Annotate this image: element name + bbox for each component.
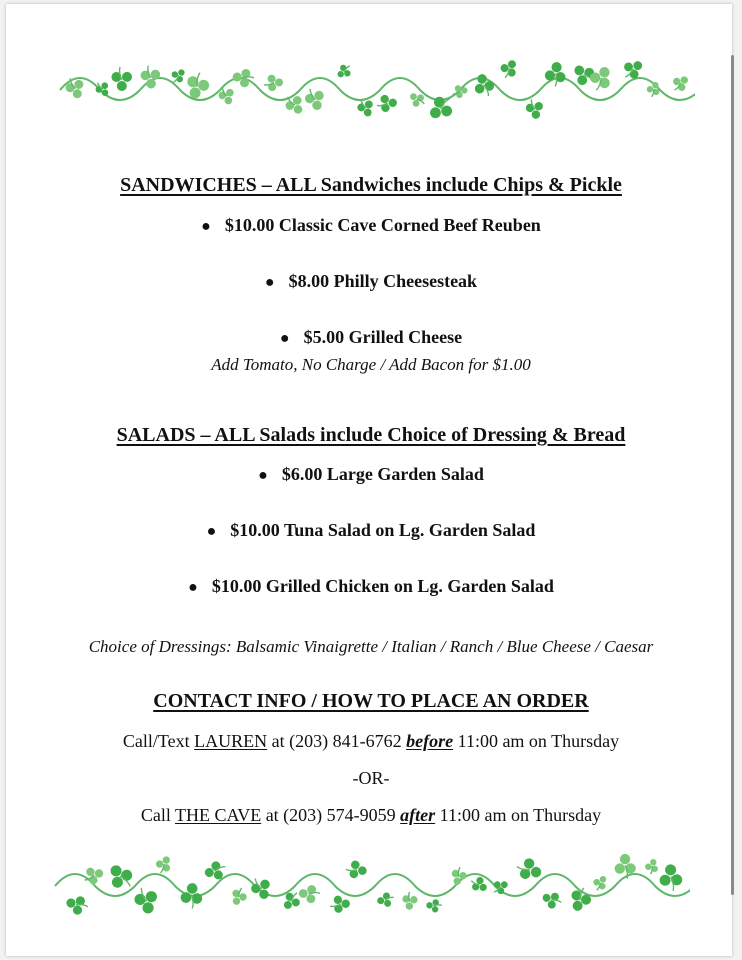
contact-when: after xyxy=(400,805,436,825)
salad-item-label: $10.00 Grilled Chicken on Lg. Garden Salad xyxy=(211,576,554,596)
contact-text: Call xyxy=(140,805,176,825)
contact-when: before xyxy=(406,731,454,751)
shamrock-icon xyxy=(64,893,90,917)
shamrock-icon xyxy=(376,891,395,908)
bullet-icon: ● xyxy=(188,579,198,596)
grilled-cheese-note: Add Tomato, No Charge / Add Bacon for $1.00 xyxy=(211,355,531,374)
sandwich-item-label: $8.00 Philly Cheesesteak xyxy=(288,271,478,291)
dressings-note: Choice of Dressings: Balsamic Vinaigrette / Italian / Ranch / Blue Cheese / Caesar xyxy=(88,637,654,656)
shamrock-border-bottom xyxy=(50,848,690,920)
shamrock-icon xyxy=(111,67,132,91)
shamrock-icon xyxy=(524,97,545,120)
shamrock-icon xyxy=(231,67,255,88)
bullet-icon: ● xyxy=(264,274,275,291)
contact-name: LAUREN xyxy=(194,731,268,751)
shamrock-icon xyxy=(376,94,398,113)
sandwich-item-label: $5.00 Grilled Cheese xyxy=(303,327,463,347)
shamrock-icon xyxy=(93,78,113,99)
shamrock-icon xyxy=(451,83,469,99)
shamrock-icon xyxy=(540,889,564,911)
shamrock-icon xyxy=(449,865,469,886)
bullet-icon: ● xyxy=(258,467,268,484)
or-separator: -OR- xyxy=(352,768,390,788)
contact-phone: at (203) 574-9059 xyxy=(261,805,401,825)
sandwich-item xyxy=(0,271,742,292)
bullet-icon: ● xyxy=(206,523,217,540)
shamrock-icon xyxy=(426,899,443,913)
shamrock-icon xyxy=(468,874,491,896)
shamrock-icon xyxy=(590,873,610,894)
shamrock-icon xyxy=(659,864,682,891)
shamrock-icon xyxy=(643,857,660,876)
shamrock-icon xyxy=(203,859,228,882)
shamrock-icon xyxy=(614,854,636,879)
shamrock-icon xyxy=(566,884,594,914)
contact-line-cave xyxy=(0,805,742,826)
contact-time: 11:00 am on Thursday xyxy=(453,731,620,751)
bullet-icon: ● xyxy=(201,218,211,235)
shamrock-icon xyxy=(248,874,275,903)
shamrock-icon xyxy=(497,56,521,81)
salads-heading: SALADS – ALL Salads include Choice of Dressing & Bread xyxy=(116,424,626,446)
shamrock-border-top xyxy=(55,52,695,124)
shamrock-icon xyxy=(586,63,617,95)
contact-line-lauren xyxy=(0,731,742,752)
shamrock-icon xyxy=(329,895,350,913)
shamrock-icon xyxy=(406,89,428,110)
shamrock-icon xyxy=(180,882,204,909)
shamrock-icon xyxy=(228,885,250,908)
sandwich-item xyxy=(0,215,742,236)
contact-time: 11:00 am on Thursday xyxy=(435,805,602,825)
shamrock-icon xyxy=(345,859,368,880)
shamrock-icon xyxy=(132,885,160,916)
shamrock-icon xyxy=(669,72,692,95)
salad-item xyxy=(0,464,742,485)
shamrock-icon xyxy=(216,84,237,106)
contact-heading: CONTACT INFO / HOW TO PLACE AN ORDER xyxy=(153,690,589,712)
shamrock-icon xyxy=(471,72,496,99)
sandwiches-heading: SANDWICHES – ALL Sandwiches include Chips & Pickle xyxy=(120,174,622,196)
contact-name: THE CAVE xyxy=(175,805,262,825)
salad-item xyxy=(0,520,742,541)
shamrock-icon xyxy=(153,853,175,876)
shamrock-icon xyxy=(298,884,320,904)
sandwich-item xyxy=(0,327,742,348)
contact-phone: at (203) 841-6762 xyxy=(267,731,407,751)
shamrock-icon xyxy=(302,85,327,112)
sandwich-item-label: $10.00 Classic Cave Corned Beef Reuben xyxy=(224,215,541,235)
shamrock-icon xyxy=(81,864,106,887)
shamrock-icon xyxy=(263,74,283,92)
bullet-icon: ● xyxy=(279,330,290,347)
salad-item-label: $6.00 Large Garden Salad xyxy=(281,464,484,484)
shamrock-icon xyxy=(334,62,354,82)
contact-text: Call/Text xyxy=(122,731,195,751)
salad-item xyxy=(0,576,742,597)
salad-item-label: $10.00 Tuna Salad on Lg. Garden Salad xyxy=(230,520,536,540)
shamrock-icon xyxy=(401,891,418,910)
